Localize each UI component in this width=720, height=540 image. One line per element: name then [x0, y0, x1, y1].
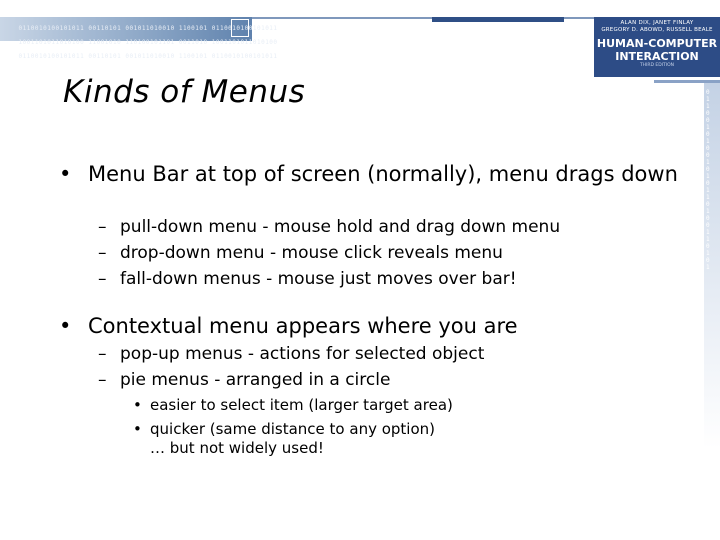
sub-bullet-item	[98, 367, 391, 393]
dash-mark: –	[98, 243, 107, 263]
sub-sub-bullet-text: easier to select item (larger target area)	[150, 396, 453, 414]
sub-bullet-text: drop-down menu - mouse click reveals menu	[120, 243, 503, 263]
header-binary-strip	[0, 17, 278, 60]
sub-bullet-text: fall-down menus - mouse just moves over bar!	[120, 269, 517, 289]
sub-sub-bullet-item	[133, 394, 453, 416]
bullet-dot: •	[59, 314, 72, 338]
sub-bullet-text: pie menus - arranged in a circle	[120, 370, 391, 390]
dash-mark: –	[98, 344, 107, 364]
bullet-item	[59, 161, 688, 187]
sub-sub-bullet-text: quicker (same distance to any option)	[150, 420, 436, 438]
dash-mark: –	[98, 217, 107, 237]
binary-row: 1001101011010100 11001010 110100101101 0011010 1001101011010100	[18, 39, 278, 46]
slide-title: Kinds of Menus	[63, 74, 306, 110]
dash-mark: –	[98, 269, 107, 289]
binary-row: 0110010100101011 00110101 001011010010 1100101 0110010100101011	[18, 53, 278, 60]
side-binary-band	[704, 83, 720, 540]
book-title: INTERACTION	[615, 50, 699, 63]
header-rule-accent	[432, 17, 564, 22]
sub-bullet-item	[98, 266, 517, 292]
sub-bullet-text: pop-up menus - actions for selected object	[120, 344, 485, 364]
sub-bullet-item	[98, 214, 561, 240]
binary-row: 0110010100101011 00110101 001011010010 1100101 0110010100101011	[18, 25, 278, 32]
header-rule	[564, 17, 594, 19]
bullet-dot: •	[133, 396, 142, 414]
bullet-dot: •	[133, 420, 142, 438]
book-edition: THIRD EDITION	[639, 63, 675, 68]
sub-bullet-item	[98, 240, 503, 266]
book-authors: ALAN DIX, JANET FINLAY	[620, 20, 694, 26]
bullet-dot: •	[59, 162, 72, 186]
sub-bullet-item	[98, 341, 485, 367]
bullet-item	[59, 313, 688, 339]
bullet-note: … but not widely used!	[150, 439, 324, 457]
bullet-text: Menu Bar at top of screen (normally), menu drags down	[88, 162, 678, 186]
dash-mark: –	[98, 370, 107, 390]
binary-column: 0 1 1 0 0 1 0 1 0 0 1 0 1 0 1 1 0 1 0 0 1 1 0 1 0 1	[706, 89, 710, 271]
bullet-text: Contextual menu appears where you are	[88, 314, 518, 338]
sub-bullet-text: pull-down menu - mouse hold and drag down menu	[120, 217, 561, 237]
book-cover-logo	[594, 17, 720, 77]
book-authors: GREGORY D. ABOWD, RUSSELL BEALE	[601, 27, 713, 33]
book-title: HUMAN-COMPUTER	[596, 37, 718, 50]
header-rule	[252, 17, 432, 19]
square-outline-icon	[231, 19, 249, 37]
